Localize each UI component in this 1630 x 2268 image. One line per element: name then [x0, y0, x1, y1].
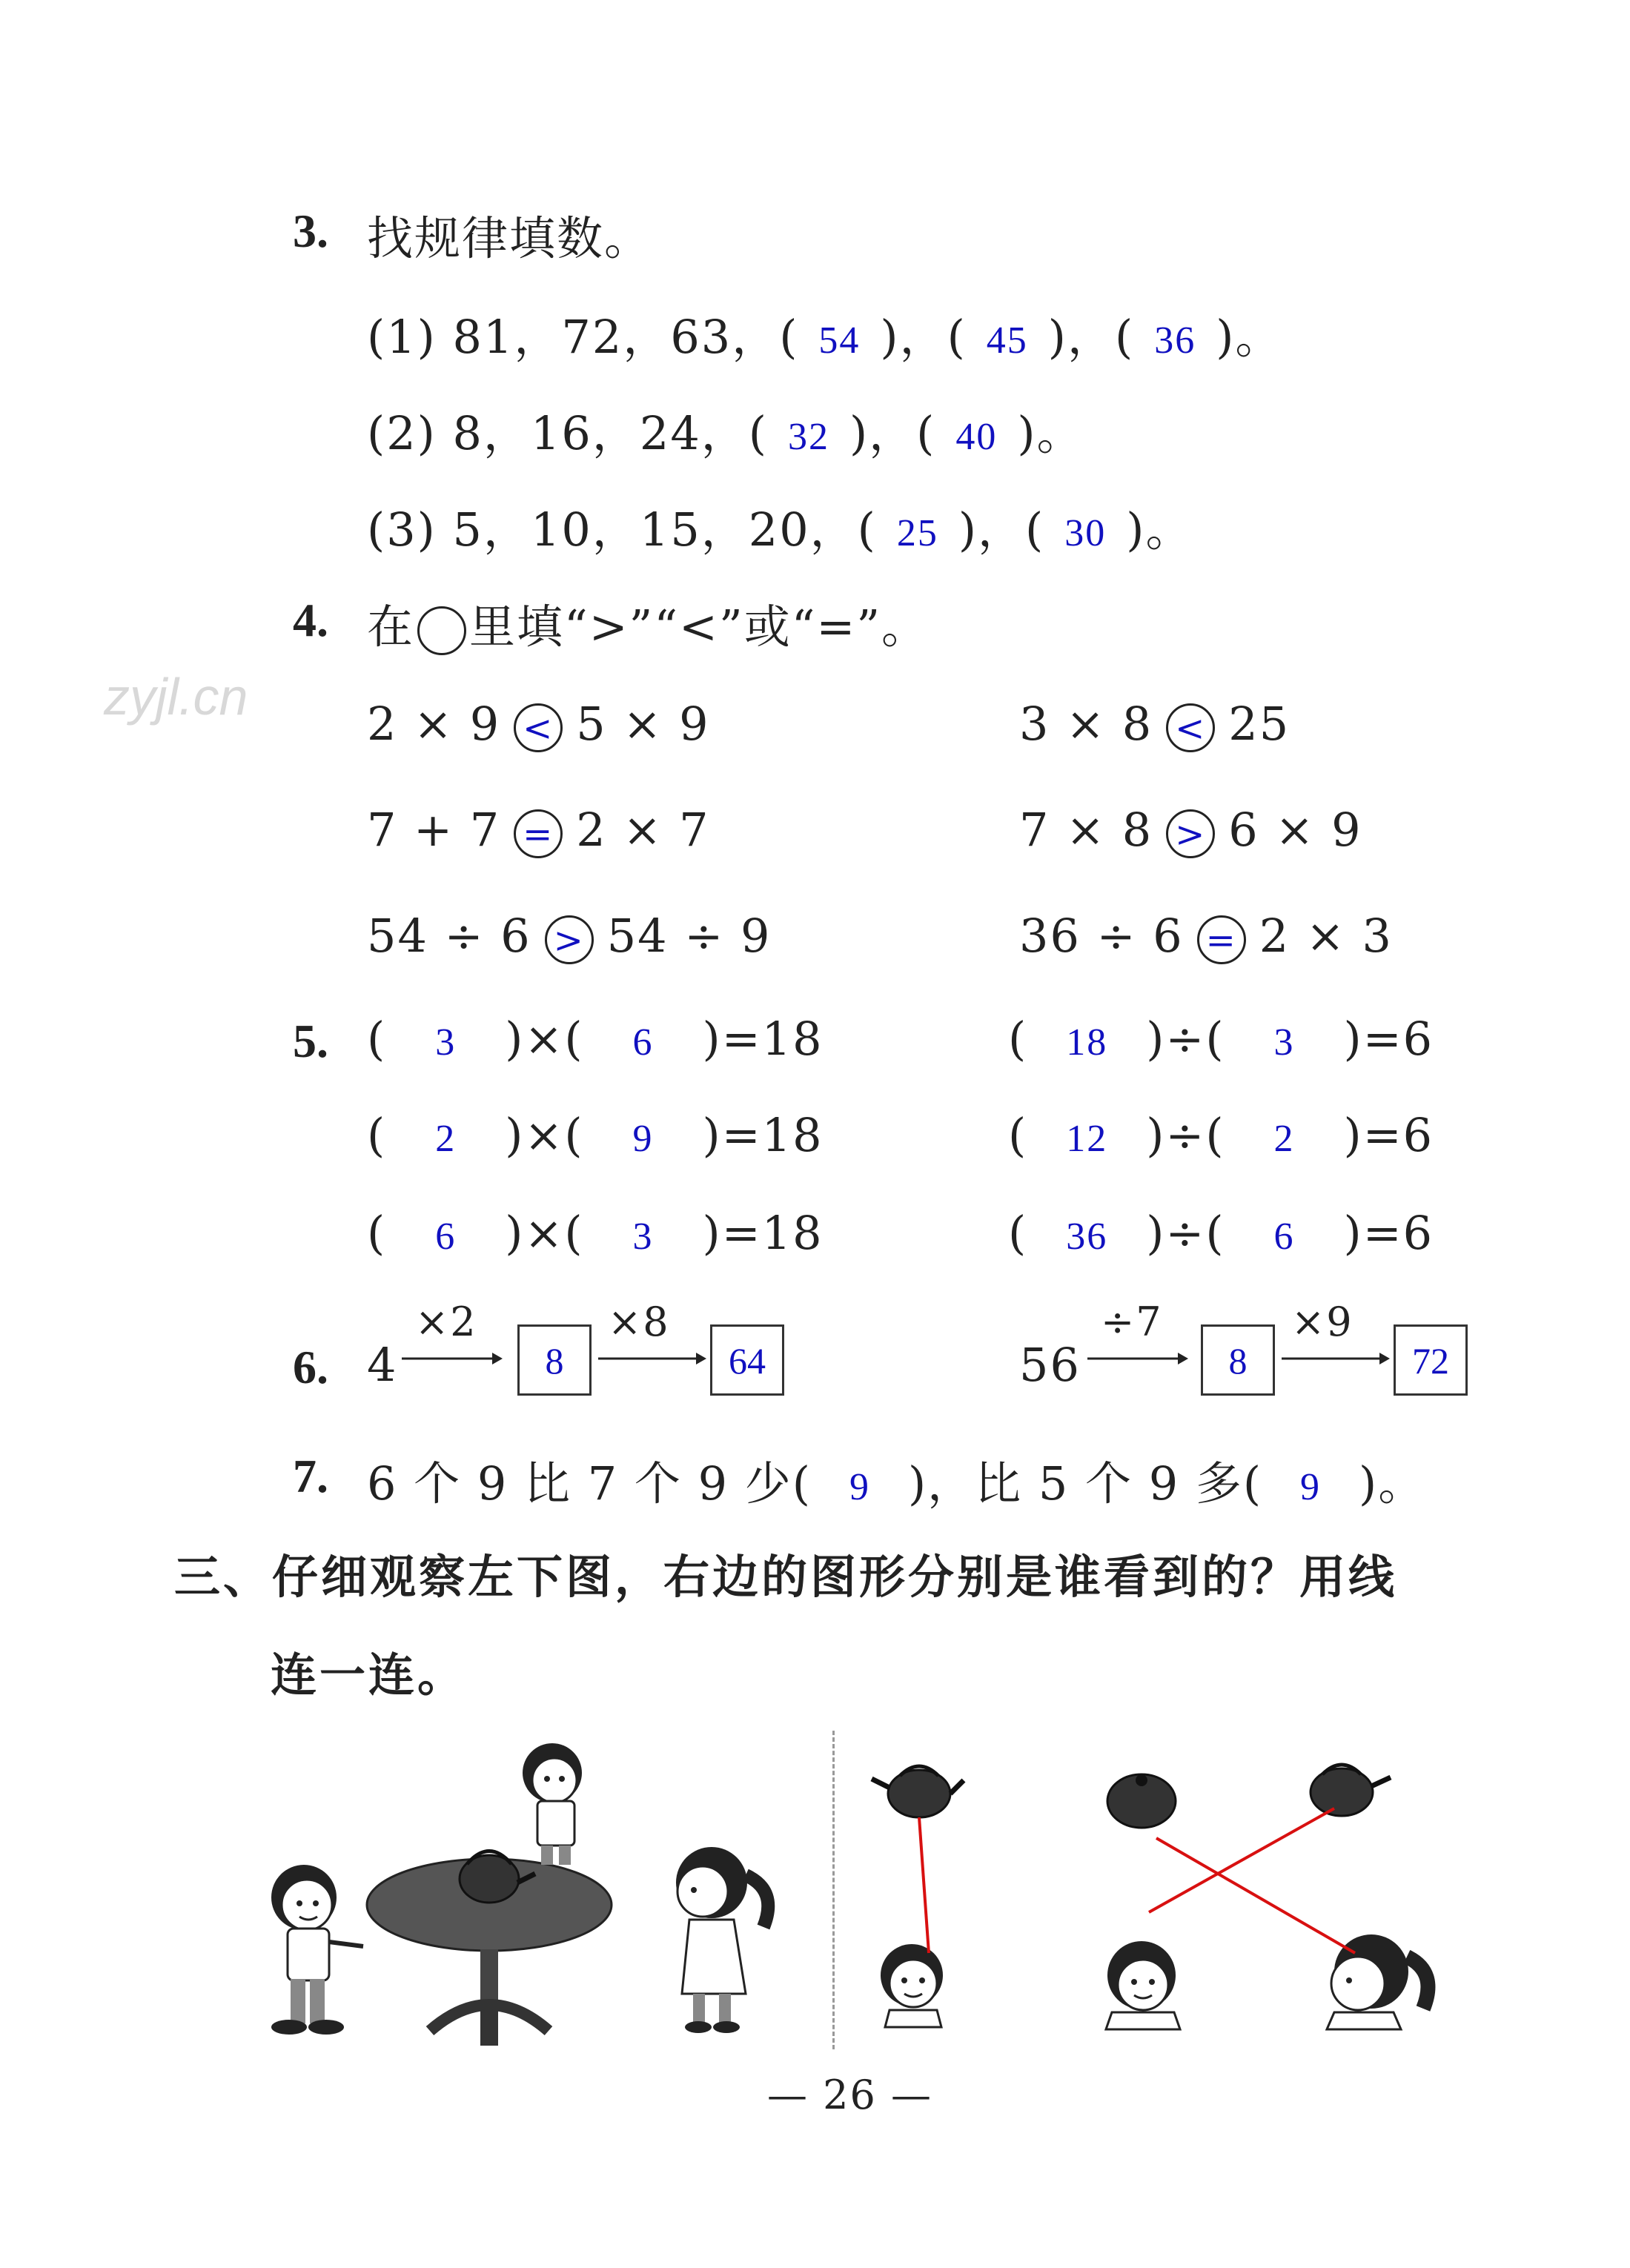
teapot-other-side-view — [1311, 1765, 1391, 1816]
answer-blank[interactable]: 54 — [818, 319, 861, 362]
answer-blank[interactable]: 30 — [1064, 512, 1107, 554]
chain-operator: ÷7 — [1101, 1299, 1163, 1345]
dashed-divider — [832, 1731, 835, 2049]
compare-row: 7 + 7 = 2 × 7 — [367, 803, 710, 857]
div-row: ( 18 )÷( 3 )=6 — [1008, 1012, 1434, 1066]
question-3-title: 找规律填数。 — [367, 211, 652, 265]
teapot-top-view — [1107, 1774, 1176, 1828]
boy-face-view — [881, 1944, 943, 2027]
answer-blank[interactable]: 36 — [1154, 319, 1196, 362]
mul-row: ( 6 )×( 3 )=18 — [367, 1206, 824, 1260]
answer-blank[interactable]: 18 — [1066, 1021, 1108, 1064]
compare-row: 3 × 8 < 25 — [1019, 697, 1291, 751]
answer-blank[interactable]: 6 — [632, 1021, 654, 1064]
answer-blank[interactable]: 3 — [435, 1021, 457, 1064]
match-line — [919, 1817, 929, 1953]
chain-start: 4 — [367, 1338, 398, 1392]
girl-figure — [676, 1847, 768, 2033]
section-3-heading: 三、仔细观察左下图，右边的图形分别是谁看到的？用线 — [174, 1550, 1398, 1604]
question-4-number: 4. — [293, 594, 328, 646]
q3-line-3: (3) 5，10，15，20，( 25 )，( 30 )。 — [367, 503, 1193, 557]
compare-row: 36 ÷ 6 = 2 × 3 — [1019, 909, 1393, 963]
question-4-title: 在 里填“>”“<”或“=”。 — [367, 600, 930, 654]
compare-row: 2 × 9 < 5 × 9 — [367, 697, 710, 751]
page-number: — 26 — — [767, 2072, 933, 2118]
girl-face-view — [1327, 1934, 1428, 2029]
compare-circle[interactable]: < — [514, 703, 563, 752]
answer-blank[interactable]: 32 — [787, 416, 829, 458]
answer-box[interactable]: 72 — [1394, 1324, 1468, 1396]
answer-blank[interactable]: 40 — [955, 416, 998, 458]
arrow-icon — [597, 1347, 708, 1370]
answer-blank[interactable]: 2 — [435, 1118, 457, 1160]
boy-left-figure — [271, 1865, 363, 2035]
answer-blank[interactable]: 9 — [849, 1466, 870, 1508]
answer-blank[interactable]: 2 — [1273, 1118, 1295, 1160]
chain-start: 56 — [1019, 1338, 1081, 1392]
chain-operator: ×2 — [415, 1299, 477, 1345]
answer-blank[interactable]: 3 — [1273, 1021, 1295, 1064]
answer-box[interactable]: 8 — [517, 1324, 592, 1396]
compare-circle[interactable]: = — [1197, 915, 1246, 964]
answer-blank[interactable]: 9 — [632, 1118, 654, 1160]
question-6-number: 6. — [293, 1341, 328, 1393]
answer-blank[interactable]: 45 — [986, 319, 1028, 362]
answer-box[interactable]: 64 — [710, 1324, 784, 1396]
q3-line-1: (1) 81，72，63，( 54 )，( 45 )，( 36 )。 — [367, 310, 1283, 364]
boy-front-face-view — [1106, 1941, 1180, 2029]
div-row: ( 36 )÷( 6 )=6 — [1008, 1206, 1434, 1260]
answer-blank[interactable]: 3 — [632, 1216, 654, 1258]
chain-operator: ×9 — [1291, 1299, 1354, 1345]
arrow-icon — [400, 1347, 504, 1370]
compare-circle[interactable]: = — [514, 809, 563, 858]
answer-blank[interactable]: 25 — [896, 512, 938, 554]
arrow-icon — [1280, 1347, 1391, 1370]
arrow-icon — [1086, 1347, 1190, 1370]
compare-circle[interactable]: > — [545, 915, 594, 964]
question-7-number: 7. — [293, 1450, 328, 1502]
div-row: ( 12 )÷( 2 )=6 — [1008, 1108, 1434, 1162]
mul-row: ( 3 )×( 6 )=18 — [367, 1012, 824, 1066]
answer-blank[interactable]: 36 — [1066, 1216, 1108, 1258]
scene-illustration — [245, 1727, 838, 2053]
answer-blank[interactable]: 9 — [1300, 1466, 1322, 1508]
chain-operator: ×8 — [608, 1299, 670, 1345]
answer-box[interactable]: 8 — [1201, 1324, 1275, 1396]
views-illustration — [860, 1734, 1482, 2046]
watermark: zyjl.cn — [104, 668, 248, 726]
answer-blank[interactable]: 6 — [435, 1216, 457, 1258]
answer-blank[interactable]: 12 — [1066, 1118, 1108, 1160]
teapot-side-view — [872, 1766, 964, 1817]
compare-circle[interactable]: > — [1166, 809, 1215, 858]
mul-row: ( 2 )×( 9 )=18 — [367, 1108, 824, 1162]
q7-text: 6 个 9 比 7 个 9 少( 9 )，比 5 个 9 多( 9 )。 — [367, 1456, 1426, 1511]
match-line — [1149, 1808, 1334, 1912]
match-line — [1156, 1838, 1355, 1953]
q3-line-2: (2) 8，16，24，( 32 )，( 40 )。 — [367, 406, 1084, 460]
section-3-heading-cont: 连一连。 — [271, 1648, 467, 1702]
question-5-number: 5. — [293, 1015, 328, 1067]
compare-circle[interactable]: < — [1166, 703, 1215, 752]
empty-circle-icon — [417, 606, 466, 655]
answer-blank[interactable]: 6 — [1273, 1216, 1295, 1258]
compare-row: 7 × 8 > 6 × 9 — [1019, 803, 1362, 857]
question-3-number: 3. — [293, 205, 328, 257]
compare-row: 54 ÷ 6 > 54 ÷ 9 — [367, 909, 772, 963]
boy-back-figure — [523, 1743, 582, 1865]
